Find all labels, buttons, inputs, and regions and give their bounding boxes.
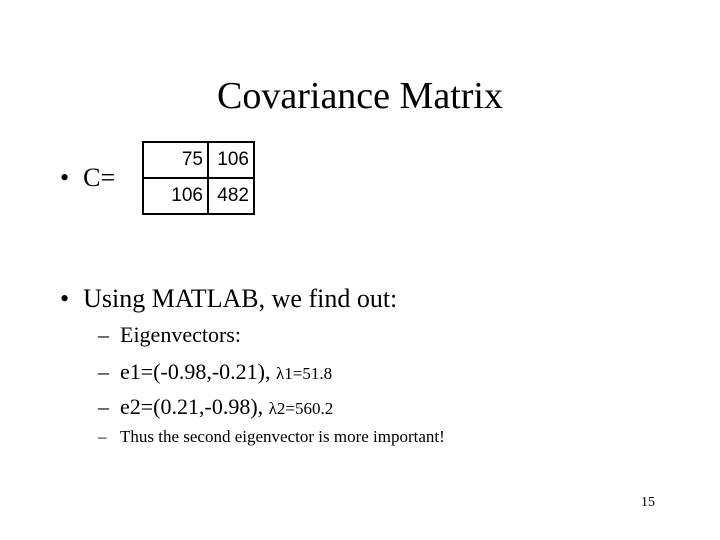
e1-text: e1=(-0.98,-0.21), (120, 359, 271, 384)
bullet-dot: • (60, 284, 70, 313)
dash-marker: – (98, 359, 109, 384)
lambda2-value: λ2=560.2 (268, 399, 334, 418)
covariance-matrix (142, 141, 255, 215)
matrix-cell: 106 (208, 142, 254, 178)
dash-marker: – (98, 394, 109, 419)
slide-title: Covariance Matrix (217, 75, 503, 117)
sub-item-text: Eigenvectors: (120, 322, 241, 347)
sub-item-e1 (98, 358, 332, 388)
sub-item-eigenvectors (98, 321, 241, 349)
bullet-dot: • (60, 163, 70, 192)
matrix-label: C= (83, 163, 116, 192)
bullet-matlab (60, 283, 397, 315)
matrix-row (143, 142, 254, 178)
matrix-cell: 482 (208, 178, 254, 214)
matrix-cell: 106 (143, 178, 208, 214)
dash-marker: – (98, 427, 107, 446)
page-number: 15 (641, 495, 655, 510)
matrix-row (143, 178, 254, 214)
sub-item-e2 (98, 393, 333, 423)
lambda1-value: λ1=51.8 (275, 364, 333, 383)
bullet-covariance (60, 162, 115, 194)
dash-marker: – (98, 322, 109, 347)
matrix-cell: 75 (143, 142, 208, 178)
e2-text: e2=(0.21,-0.98), (120, 394, 264, 419)
bullet-matlab-text: Using MATLAB, we find out: (83, 284, 398, 313)
sub-item-conclusion (98, 425, 445, 449)
conclusion-text: Thus the second eigenvector is more important! (120, 427, 445, 446)
